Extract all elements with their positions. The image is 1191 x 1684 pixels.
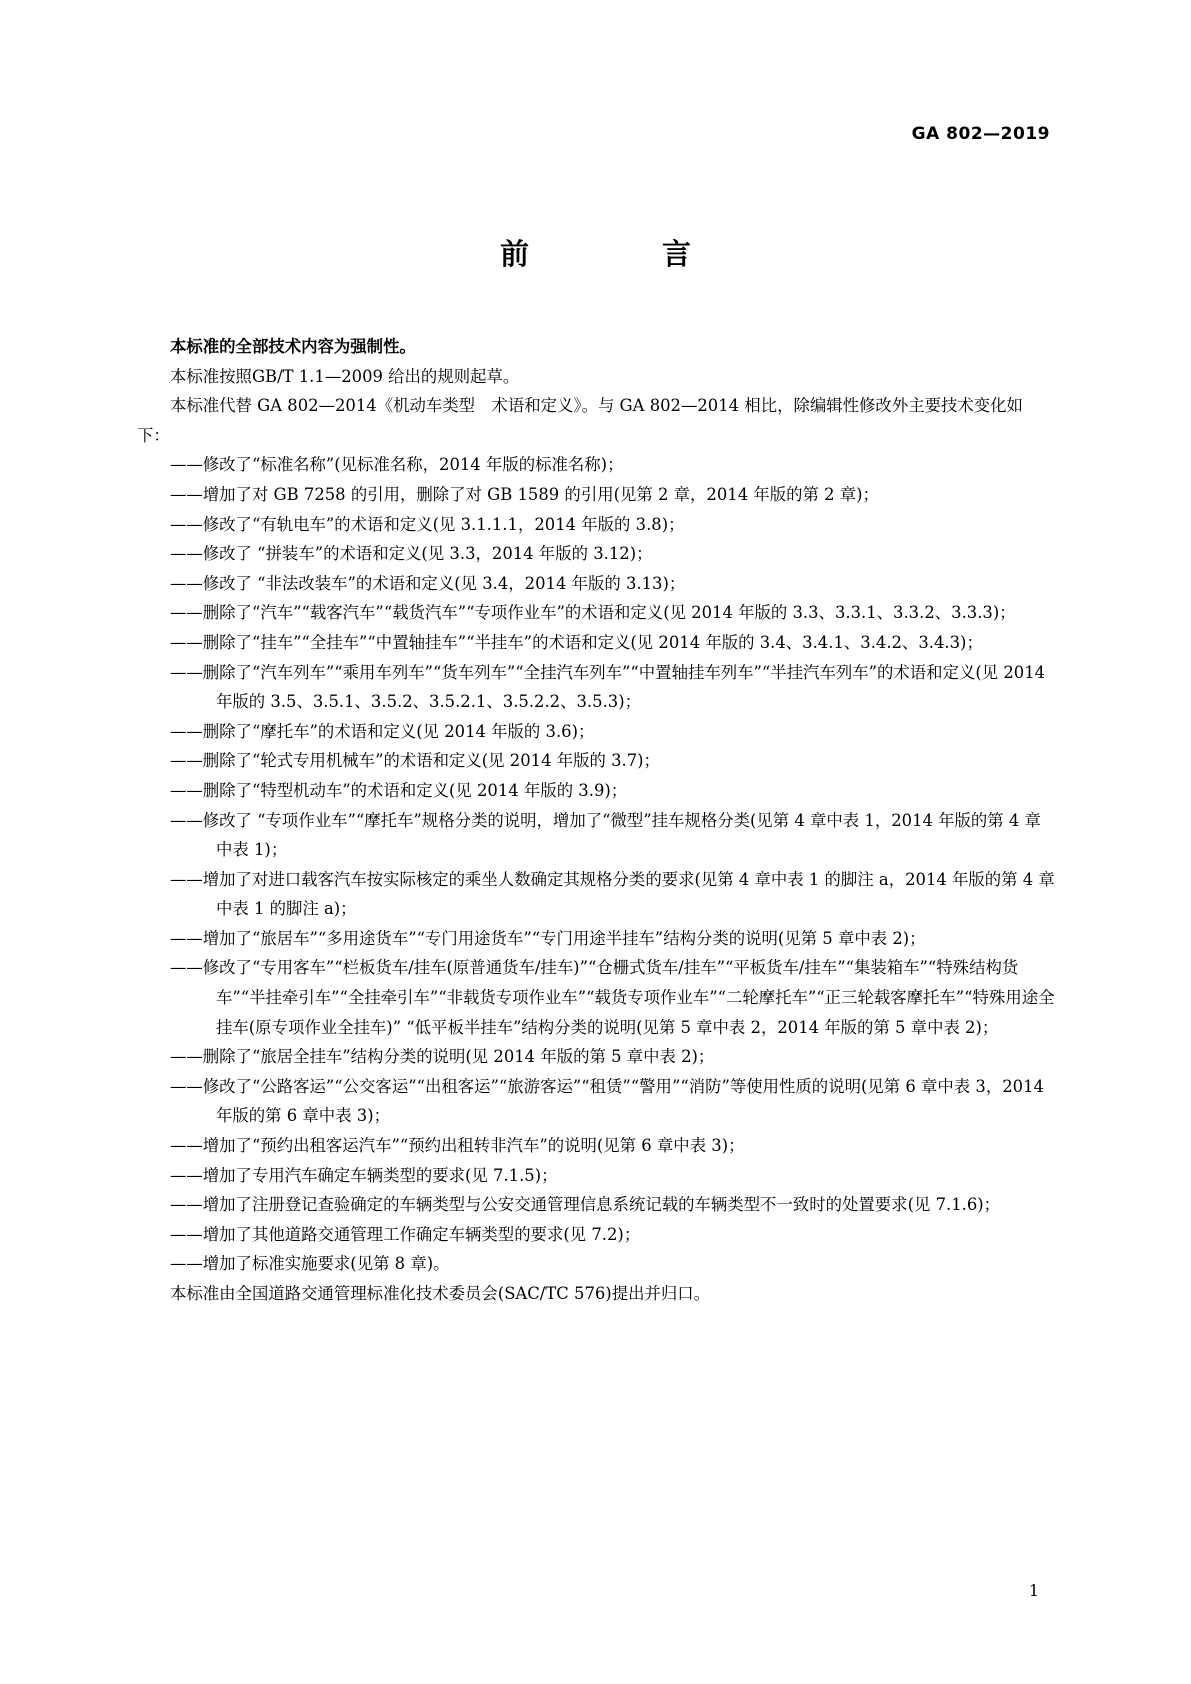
list-item: ——修改了 “非法改装车”的术语和定义(见 3.4，2014 年版的 3.13)； xyxy=(170,573,686,593)
list-item: ——增加了“预约出租客运汽车”“预约出租转非汽车”的说明(见第 6 章中表 3)； xyxy=(170,1136,745,1156)
list-item: ——删除了“挂车”“全挂车”“中置轴挂车”“半挂车”的术语和定义(见 2014 年版的 3.4、3.4.1、3.4.2、3.4.3)； xyxy=(170,632,983,652)
list-item: ——增加了对进口载客汽车按实际核定的乘坐人数确定其规格分类的要求(见第 4 章中表 1 的脚注 a，2014 年版的第 4 章中表 1 的脚注 a)； xyxy=(170,869,1055,919)
list-item: ——修改了“公路客运”“公交客运”“出租客运”“旅游客运”“租赁”“警用”“消防”等使用性质的说明(见第 6 章中表 3，2014 年版的第 6 章中表 3)； xyxy=(170,1076,1044,1126)
list-item: ——增加了注册登记查验确定的车辆类型与公安交通管理信息系统记载的车辆类型不一致时的处置要求(见 7.1.6)； xyxy=(170,1195,1001,1215)
change-list xyxy=(137,450,1055,1279)
standard-code: GA 802—2019 xyxy=(911,124,1050,144)
list-item: ——删除了“旅居全挂车”结构分类的说明(见 2014 年版的第 5 章中表 2)； xyxy=(170,1047,715,1067)
list-item: ——增加了其他道路交通管理工作确定车辆类型的要求(见 7.2)； xyxy=(170,1224,641,1244)
list-item: ——修改了 “专项作业车”“摩托车”规格分类的说明，增加了“微型”挂车规格分类(见第 4 章中表 1，2014 年版的第 4 章中表 1)； xyxy=(170,810,1041,860)
list-item: ——修改了“标准名称”(见标准名称，2014 年版的标准名称)； xyxy=(170,455,624,475)
page-title: 前 言 xyxy=(499,237,743,271)
list-item: ——删除了“特型机动车”的术语和定义(见 2014 年版的 3.9)； xyxy=(170,780,628,800)
paragraph-drafting-rules: 本标准按照GB/T 1.1—2009 给出的规则起草。 xyxy=(170,366,520,386)
list-item: ——增加了标准实施要求(见第 8 章)。 xyxy=(170,1254,450,1274)
paragraph-replaces: 本标准代替 GA 802—2014《机动车类型 术语和定义》。与 GA 802—2014 相比，除编辑性修改外主要技术变化如下： xyxy=(137,396,1023,445)
list-item: ——删除了“汽车列车”“乘用车列车”“货车列车”“全挂汽车列车”“中置轴挂车列车”“半挂汽车列车”的术语和定义(见 2014 年版的 3.5、3.5.1、3.5.2、3.5.2.1、3.5.2.2、3.5.3)； xyxy=(170,662,1046,712)
list-item: ——增加了“旅居车”“多用途货车”“专门用途货车”“专门用途半挂车”结构分类的说明(见第 5 章中表 2)； xyxy=(170,928,926,948)
paragraph-mandatory: 本标准的全部技术内容为强制性。 xyxy=(170,337,416,356)
document-body xyxy=(137,332,1055,1309)
list-item: ——删除了“轮式专用机械车”的术语和定义(见 2014 年版的 3.7)； xyxy=(170,751,660,771)
list-item: ——增加了专用汽车确定车辆类型的要求(见 7.1.5)； xyxy=(170,1165,558,1185)
list-item: ——增加了对 GB 7258 的引用，删除了对 GB 1589 的引用(见第 2 章，2014 年版的第 2 章)； xyxy=(170,484,879,504)
page-number: 1 xyxy=(1028,1581,1039,1600)
list-item: ——修改了“专用客车”“栏板货车/挂车(原普通货车/挂车)”“仓栅式货车/挂车”“平板货车/挂车”“集装箱车”“特殊结构货车”“半挂牵引车”“全挂牵引车”“非载货专项作业车”“载货专项作业车”“二轮摩托车”“正三轮载客摩托车”“特殊用途全挂车(原专项作业全挂车)” “低平板半挂车”结构分类的说明(见第 5 章中表 2，2014 年版的第 5 章中表 2)； xyxy=(170,958,1055,1037)
list-item: ——修改了“有轨电车”的术语和定义(见 3.1.1.1，2014 年版的 3.8)； xyxy=(170,514,685,534)
paragraph-closing: 本标准由全国道路交通管理标准化技术委员会(SAC/TC 576)提出并归口。 xyxy=(170,1284,711,1303)
list-item: ——删除了“摩托车”的术语和定义(见 2014 年版的 3.6)； xyxy=(170,721,595,741)
list-item: ——删除了“汽车”“载客汽车”“载货汽车”“专项作业车”的术语和定义(见 2014 年版的 3.3、3.3.1、3.3.2、3.3.3)； xyxy=(170,603,1016,623)
list-item: ——修改了 “拼装车”的术语和定义(见 3.3，2014 年版的 3.12)； xyxy=(170,544,653,564)
